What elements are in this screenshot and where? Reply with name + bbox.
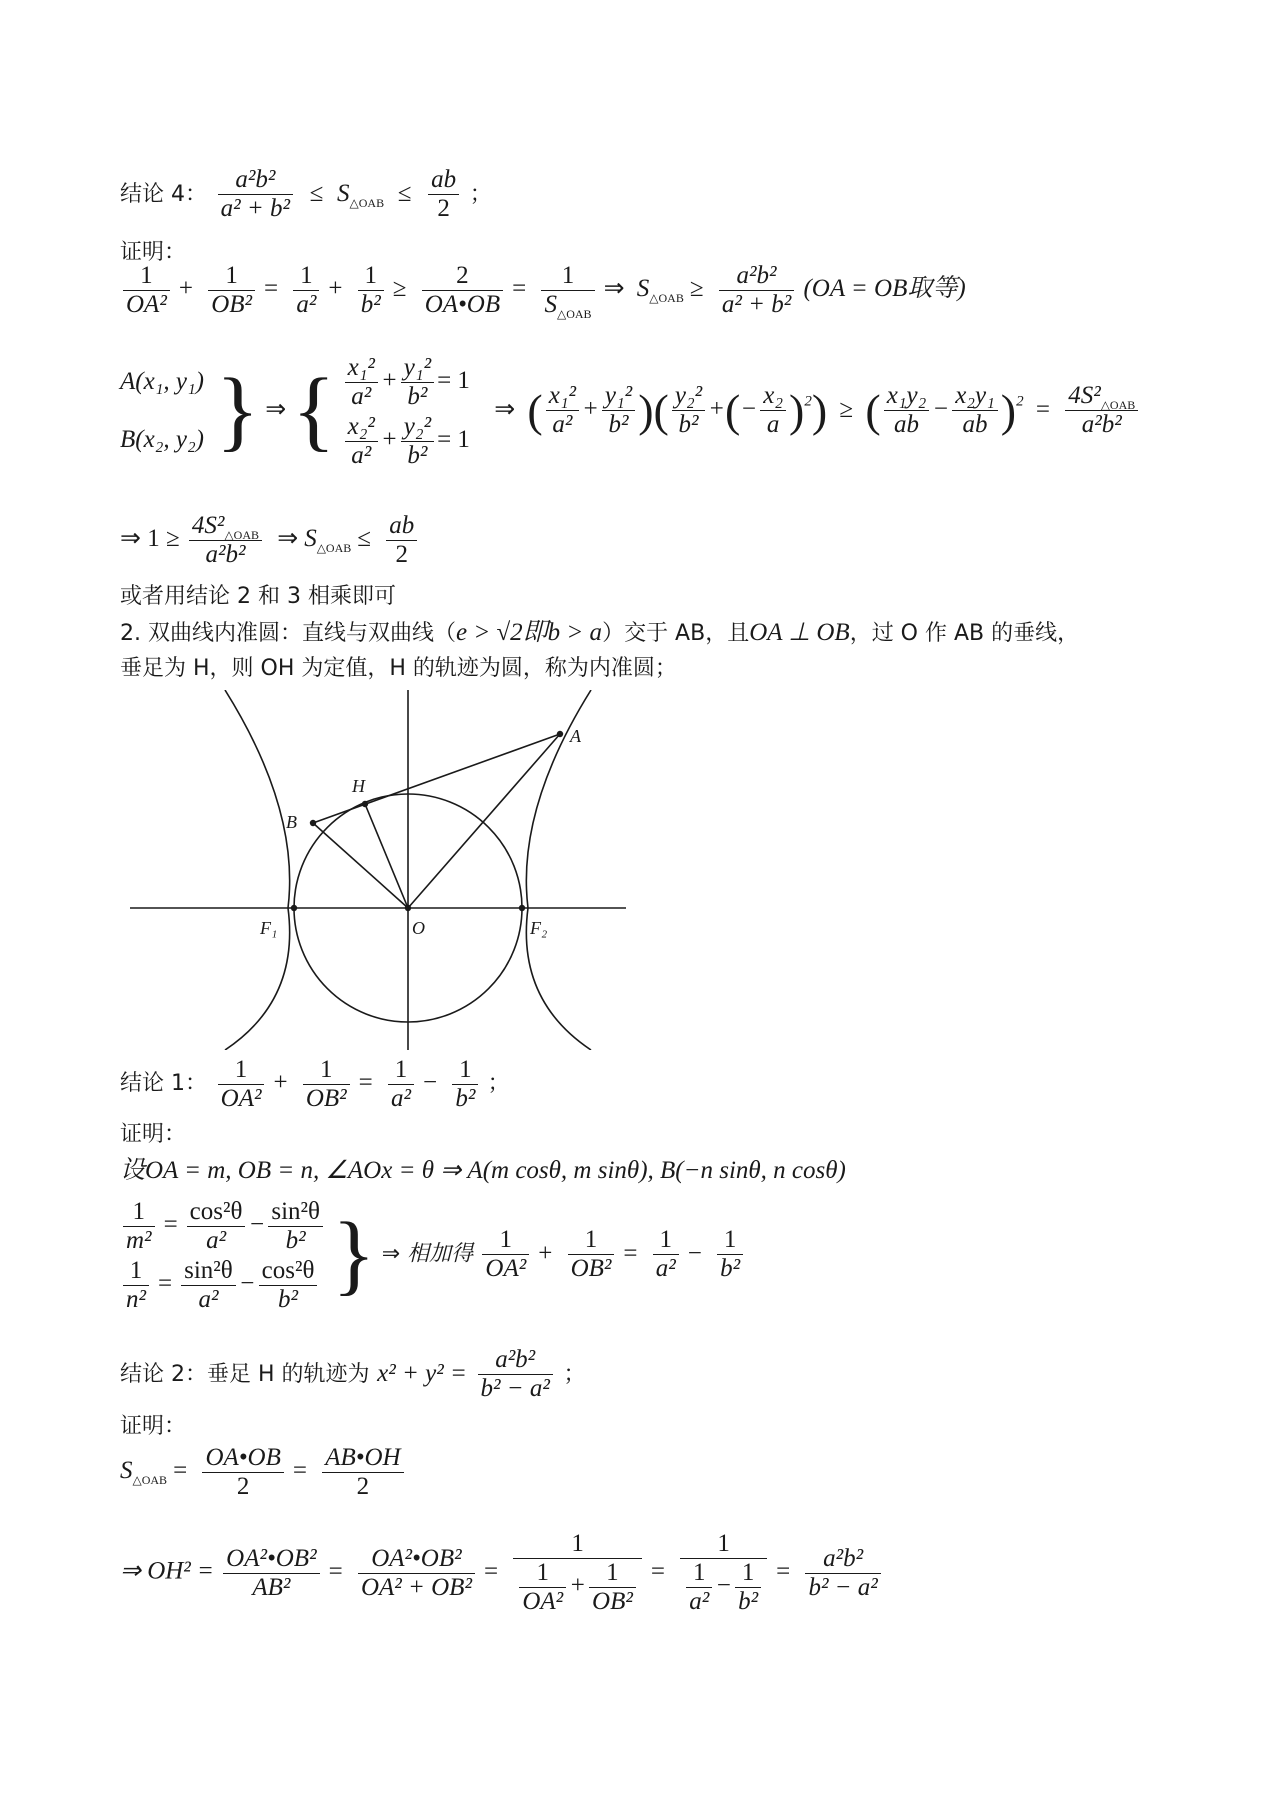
parametrization-line: 设OA = m, OB = n, ∠AOx = θ ⇒ A(m cosθ, m sinθ), B(−n sinθ, n cosθ) [120,1157,846,1184]
alternative-proof-note: 或者用结论 2 和 3 相乘即可 [120,584,396,609]
section2-paragraph-1: 2. 双曲线内准圆：直线与双曲线（e > √2即b > a）交于 AB，且OA ⊥ OB，过 O 作 AB 的垂线， [120,619,1080,646]
label-F1: F₁ [260,918,278,938]
label-H: H [352,776,365,796]
equality-condition: (OA = OB取等) [803,275,966,303]
right-hyperbola-branch [526,690,591,1050]
proof-label: 证明： [120,1122,187,1147]
point-H [362,801,368,807]
area-symbol: $S_{\triangle OAB}$ [337,180,385,210]
segment-OA [408,734,560,908]
label-A: A [570,726,581,746]
equation-1: $\frac{1}{\text{OA²}}$ + $\frac{1}{\text{OB²}}$ = $\frac{1}{\text{a²}}$ + $\frac{1}{\text{b²}}$ ≥ $\frac{2}{OA•OB}$ = $\frac{1}{S_{\triangle OAB}}$ ⇒ $S_{\triangle OAB}$ ≥ $\frac{\text{a²b²}}{\text{a² + b²}}$ (OA = OB取等) [120,262,966,319]
label-F2: F₂ [530,918,548,938]
section2-paragraph-2: 垂足为 H，则 OH 为定值，H 的轨迹为圆，称为内准圆； [120,656,677,681]
chord-AB [313,734,560,823]
point-B [310,820,316,826]
left-hyperbola-branch [225,690,290,1050]
point-F2 [519,905,525,911]
fraction: $\frac{ab}{2}$ [428,166,459,223]
conclusion4-label: 结论 4： [120,182,207,207]
point-A [557,731,563,737]
proof-label: 证明： [120,240,187,265]
proof-label: 证明： [120,1414,187,1439]
conclusion1-line: 结论 1： $\frac{1}{\text{OA²}}$ + $\frac{1}{\text{OB²}}$ = $\frac{1}{\text{a²}}$ − $\frac{1}{\text{b²}}$ ； [120,1056,510,1112]
conclusion2-line: 结论 2：垂足 H 的轨迹为 x² + y² = $\frac{\text{a²b²}}{\text{b² − a²}}$ ； [120,1346,586,1402]
segment-OB [313,823,408,908]
point-F1 [291,905,297,911]
equation-3: ⇒ 1 ≥ $\frac{4S^2_{\triangle OAB}}{\text{a²b²}}$ ⇒ $S_{\triangle OAB}$ ≤ $\frac{ab}{2}$ [120,512,420,569]
equation-4: $\frac{1}{\text{m²}}$ = $\frac{\text{cos²θ}}{\text{a²}}$ − $\frac{\text{sin²θ}}{\text{b²}}$ $\frac{1}{\text{n²}}$ = $\frac{\text{sin²θ}}{\text{a²}}$ − $\frac{\text{cos²θ}}{\text{b²}}$ } ⇒ 相加得 $\frac{1}{\text{OA²}}$ + $\frac{1}{\text{OB²}}$ = $\frac{1}{\text{a²}}$ − $\frac{1}{\text{b²}}$ [120,1196,746,1314]
conclusion4-line: 结论 4： $\frac{\text{a²b²}}{\text{a² + b²}}$ ≤ $S_{\triangle OAB}$ ≤ $\frac{ab}{2}$ ； [120,166,492,222]
label-B: B [286,812,297,832]
equation-6: ⇒ OH² = $\frac{\text{OA²•OB²}}{\text{AB²}}$ = $\frac{\text{OA²•OB²}}{\text{OA² + OB²}}$ = 1 $\frac{1}{\text{OA²}}$ + $\frac{1}{\text{OB²}}$ = 1 $\frac{1}{\text{a²}}$ − $\frac{1}{\text{b²}}$ = $\frac{\text{a²b²}}{\text{b² − a²}}$ [120,1530,884,1616]
hyperbola-figure [120,690,640,1050]
segment-OH [365,804,408,908]
equation-5: $S_{\triangle OAB}$ = $\frac{OA•OB}{2}$ = $\frac{AB•OH}{2}$ [120,1444,407,1501]
equation-2: A(x₁, y₁) B(x₂, y₂) } ⇒{ $\frac{\text{x₁²}}{\text{a²}}$ + $\frac{\text{y₁²}}{\text{b²}}$ = 1 $\frac{\text{x₂²}}{\text{a²}}$ + $\frac{\text{y₂²}}{\text{b²}}$ = 1 ⇒ ( $\frac{\text{x₁²}}{\text{a²}}$ + $\frac{\text{y₁²}}{\text{b²}}$ )( $\frac{\text{y₂²}}{\text{b²}}$ +(− $\frac{\text{x₂}}{a}$ )$^2$) ≥ ( $\frac{\text{x₁y₂}}{ab}$ − $\frac{\text{x₂y₁}}{ab}$ )$^2$ = $\frac{4S^2_{\triangle OAB}}{\text{a²b²}}$ [120,352,1141,470]
label-O: O [412,918,425,938]
point-O [405,905,411,911]
fraction: $\frac{\text{a²b²}}{\text{a² + b²}}$ [218,166,293,223]
